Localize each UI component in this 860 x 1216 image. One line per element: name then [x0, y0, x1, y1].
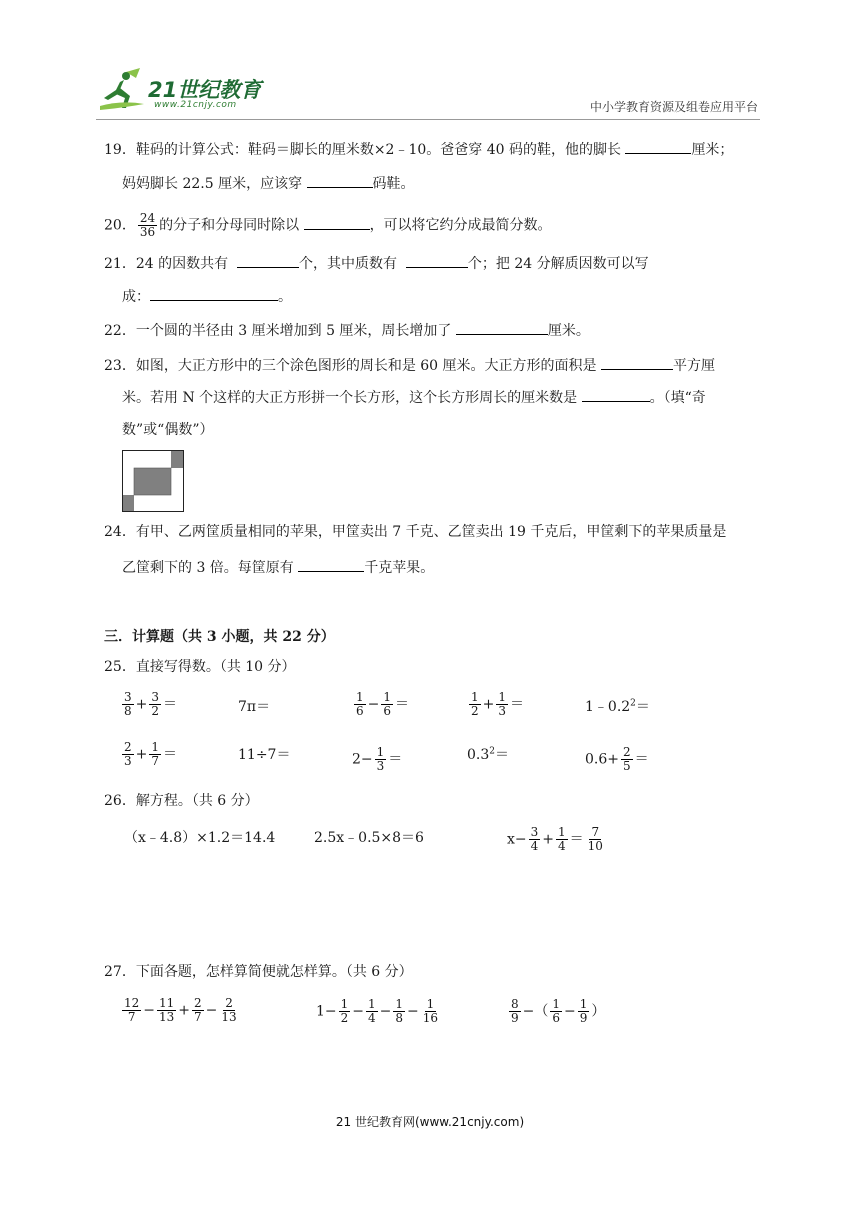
question-24-line2: 乙筐剩下的 3 倍。每筐原有 千克苹果。 — [122, 557, 434, 578]
answer-blank-23b[interactable] — [582, 387, 650, 402]
q26-eq3: x− $\frac{3}{4}$ + $\frac{1}{4}$ ＝ $\frac{7}{10}$ — [507, 825, 603, 853]
q27-expr3: $\frac{8}{9}$ −（ $\frac{1}{6}$ − $\frac{1}{9}$ ） — [511, 997, 606, 1025]
q25-r2-d: $0.3^2=$ — [467, 746, 509, 763]
question-20: 20． $\frac{24}{36}$ 的分子和分母同时除以 ，可以将它约分成最简分数。 — [104, 211, 552, 239]
question-26-title: 26．解方程。（共 6 分） — [104, 793, 259, 809]
answer-blank-20[interactable] — [304, 215, 370, 230]
q25-r2-a: $\frac{2}{3}$ + $\frac{1}{7}$ ＝ — [124, 740, 178, 768]
question-27-title: 27．下面各题，怎样算简便就怎样算。（共 6 分） — [104, 964, 413, 980]
q27-expr1: $\frac{12}{7}$ − $\frac{11}{13}$ + $\frac{2}{7}$ − $\frac{2}{13}$ — [124, 996, 237, 1024]
q25-r1-d: $\frac{1}{2}$ + $\frac{1}{3}$ ＝ — [471, 690, 525, 718]
q25-r2-c: 2− $\frac{1}{3}$ ＝ — [352, 745, 403, 773]
page-footer: 21 世纪教育网(www.21cnjy.com) — [335, 1115, 525, 1129]
question-21-line1: 21．24 的因数共有 个，其中质数有 个；把 24 分解质因数可以写 — [104, 253, 649, 274]
header-platform-text: 中小学教育资源及组卷应用平台 — [589, 100, 758, 114]
question-19-line2: 妈妈脚长 22.5 厘米，应该穿 码鞋。 — [122, 173, 415, 194]
square-figure-diagram — [122, 450, 184, 512]
answer-blank-23a[interactable] — [601, 355, 673, 370]
answer-blank-22[interactable] — [456, 320, 548, 335]
q25-r1-e: $1﹣0.2^2=$ — [585, 698, 650, 715]
runner-logo-icon — [96, 66, 148, 116]
q25-r2-b: 11÷7＝ — [238, 747, 291, 763]
q26-eq2: 2.5x﹣0.5×8＝6 — [314, 830, 424, 846]
question-21-line2: 成： 。 — [122, 286, 292, 307]
q26-eq1: （x﹣4.8）×1.2＝14.4 — [124, 830, 276, 846]
question-24-line1: 24．有甲、乙两筐质量相同的苹果，甲筐卖出 7 千克、乙筐卖出 19 千克后，甲筐剩下的苹果质量是 — [104, 524, 727, 540]
question-23-line1: 23．如图，大正方形中的三个涂色图形的周长和是 60 厘米。大正方形的面积是 平方厘 — [104, 355, 715, 376]
section-3-title: 三．计算题（共 3 小题，共 22 分） — [104, 629, 335, 645]
fraction-24-36: $\frac{24}{36}$ — [139, 211, 156, 239]
q25-r1-b: 7π＝ — [238, 699, 271, 715]
q25-r2-e: 0.6+ $\frac{2}{5}$ ＝ — [585, 745, 649, 773]
question-23-line3: 数”或“偶数”） — [122, 422, 214, 438]
answer-blank-24[interactable] — [298, 557, 364, 572]
answer-blank-19b[interactable] — [307, 173, 373, 188]
question-19-line1: 19．鞋码的计算公式：鞋码＝脚长的厘米数×2﹣10。爸爸穿 40 码的鞋，他的脚长 厘米； — [104, 139, 733, 160]
answer-blank-21b[interactable] — [406, 253, 468, 268]
q25-r1-a: $\frac{3}{8}$ + $\frac{3}{2}$ ＝ — [124, 690, 178, 718]
question-25-title: 25．直接写得数。（共 10 分） — [104, 659, 296, 675]
logo — [96, 66, 266, 116]
question-23-line2: 米。若用 N 个这样的大正方形拼一个长方形，这个长方形周长的厘米数是 。（填“奇 — [122, 387, 706, 408]
answer-blank-21a[interactable] — [237, 253, 299, 268]
q27-expr2: 1− $\frac{1}{2}$ − $\frac{1}{4}$ − $\frac{1}{8}$ − $\frac{1}{16}$ — [316, 997, 439, 1025]
answer-blank-19a[interactable] — [625, 139, 691, 154]
question-22: 22．一个圆的半径由 3 厘米增加到 5 厘米，周长增加了 厘米。 — [104, 320, 590, 341]
q25-r1-c: $\frac{1}{6}$ − $\frac{1}{6}$ ＝ — [356, 690, 410, 718]
header-divider — [96, 119, 760, 120]
logo-text: 21世纪教育 — [148, 78, 262, 102]
answer-blank-21c[interactable] — [150, 286, 278, 301]
logo-url: www.21cnjy.com — [154, 100, 237, 110]
